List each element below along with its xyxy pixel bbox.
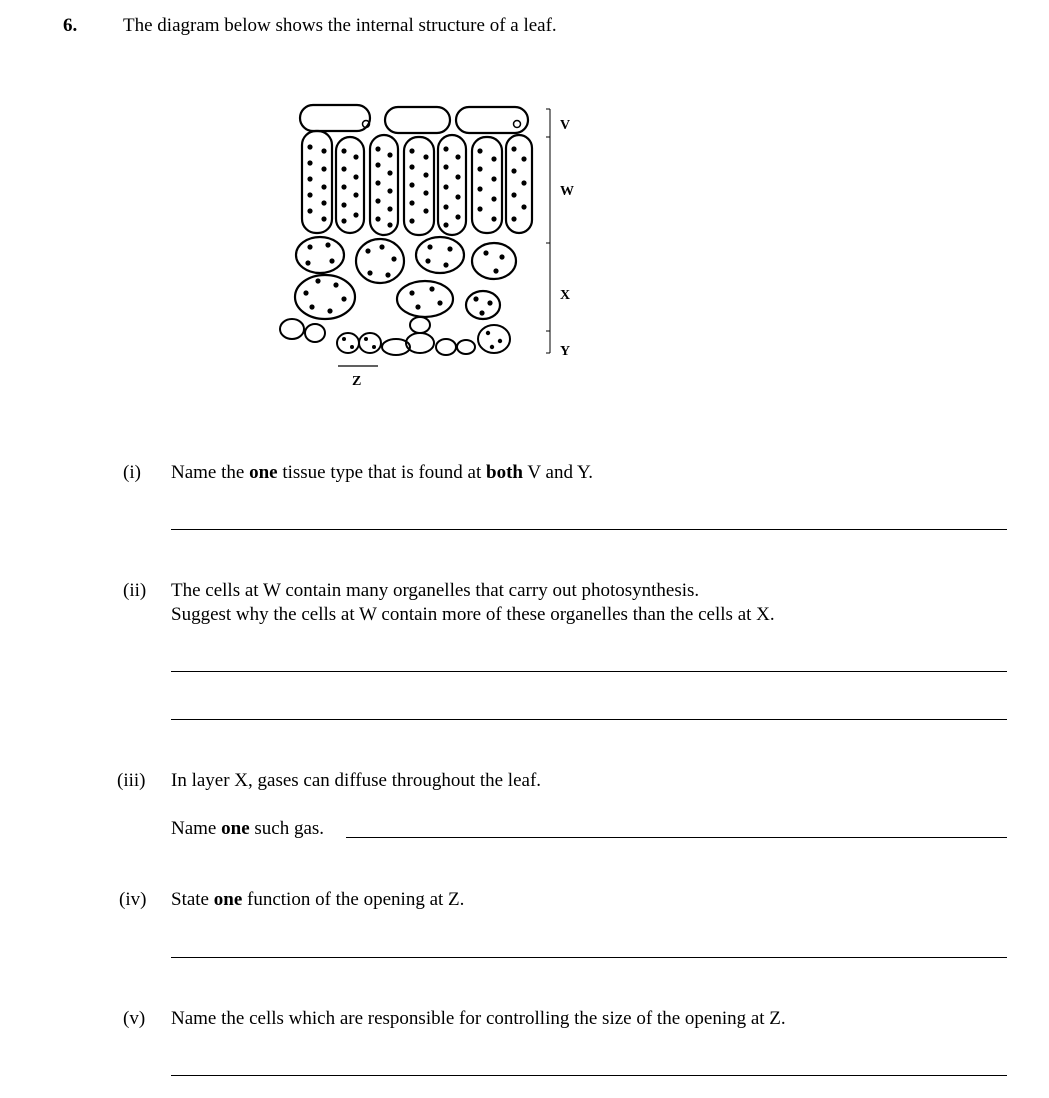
part-iii-question-line1: In layer X, gases can diffuse throughout the leaf. bbox=[171, 770, 542, 791]
label-w: W bbox=[560, 184, 574, 199]
layer-brackets bbox=[546, 109, 550, 353]
label-x: X bbox=[560, 288, 571, 303]
answer-line-ii-2[interactable] bbox=[171, 719, 1007, 720]
palisade-cells bbox=[302, 131, 532, 235]
label-v: V bbox=[560, 118, 571, 133]
part-ii-number: (ii) bbox=[123, 580, 147, 601]
spongy-mesophyll bbox=[295, 237, 516, 319]
answer-line-ii-1[interactable] bbox=[171, 671, 1007, 672]
answer-line-iv[interactable] bbox=[171, 957, 1007, 958]
part-iv-question: State one function of the opening at Z. bbox=[171, 889, 465, 910]
label-z: Z bbox=[352, 374, 362, 389]
part-i-question: Name the one tissue type that is found at both V and Y. bbox=[171, 462, 594, 483]
answer-line-iii[interactable] bbox=[346, 837, 1007, 838]
question-number: 6. bbox=[63, 15, 78, 36]
question-intro: The diagram below shows the internal structure of a leaf. bbox=[123, 15, 557, 36]
leaf-structure-diagram bbox=[270, 85, 590, 395]
part-ii-question-line2: Suggest why the cells at W contain more of these organelles than the cells at X. bbox=[171, 604, 775, 625]
part-v-question: Name the cells which are responsible for controlling the size of the opening at Z. bbox=[171, 1008, 786, 1029]
part-v-number: (v) bbox=[123, 1008, 146, 1029]
answer-line-i[interactable] bbox=[171, 529, 1007, 530]
answer-line-v[interactable] bbox=[171, 1075, 1007, 1076]
part-ii-question-line1: The cells at W contain many organelles that carry out photosynthesis. bbox=[171, 580, 700, 601]
part-iv-number: (iv) bbox=[119, 889, 147, 910]
upper-epidermis bbox=[300, 105, 528, 133]
part-i-number: (i) bbox=[123, 462, 141, 483]
label-y: Y bbox=[560, 344, 571, 359]
lower-epidermis bbox=[280, 317, 510, 355]
chloroplasts bbox=[307, 144, 526, 227]
part-iii-number: (iii) bbox=[117, 770, 146, 791]
part-iii-question-line2: Name one such gas. bbox=[171, 818, 325, 839]
